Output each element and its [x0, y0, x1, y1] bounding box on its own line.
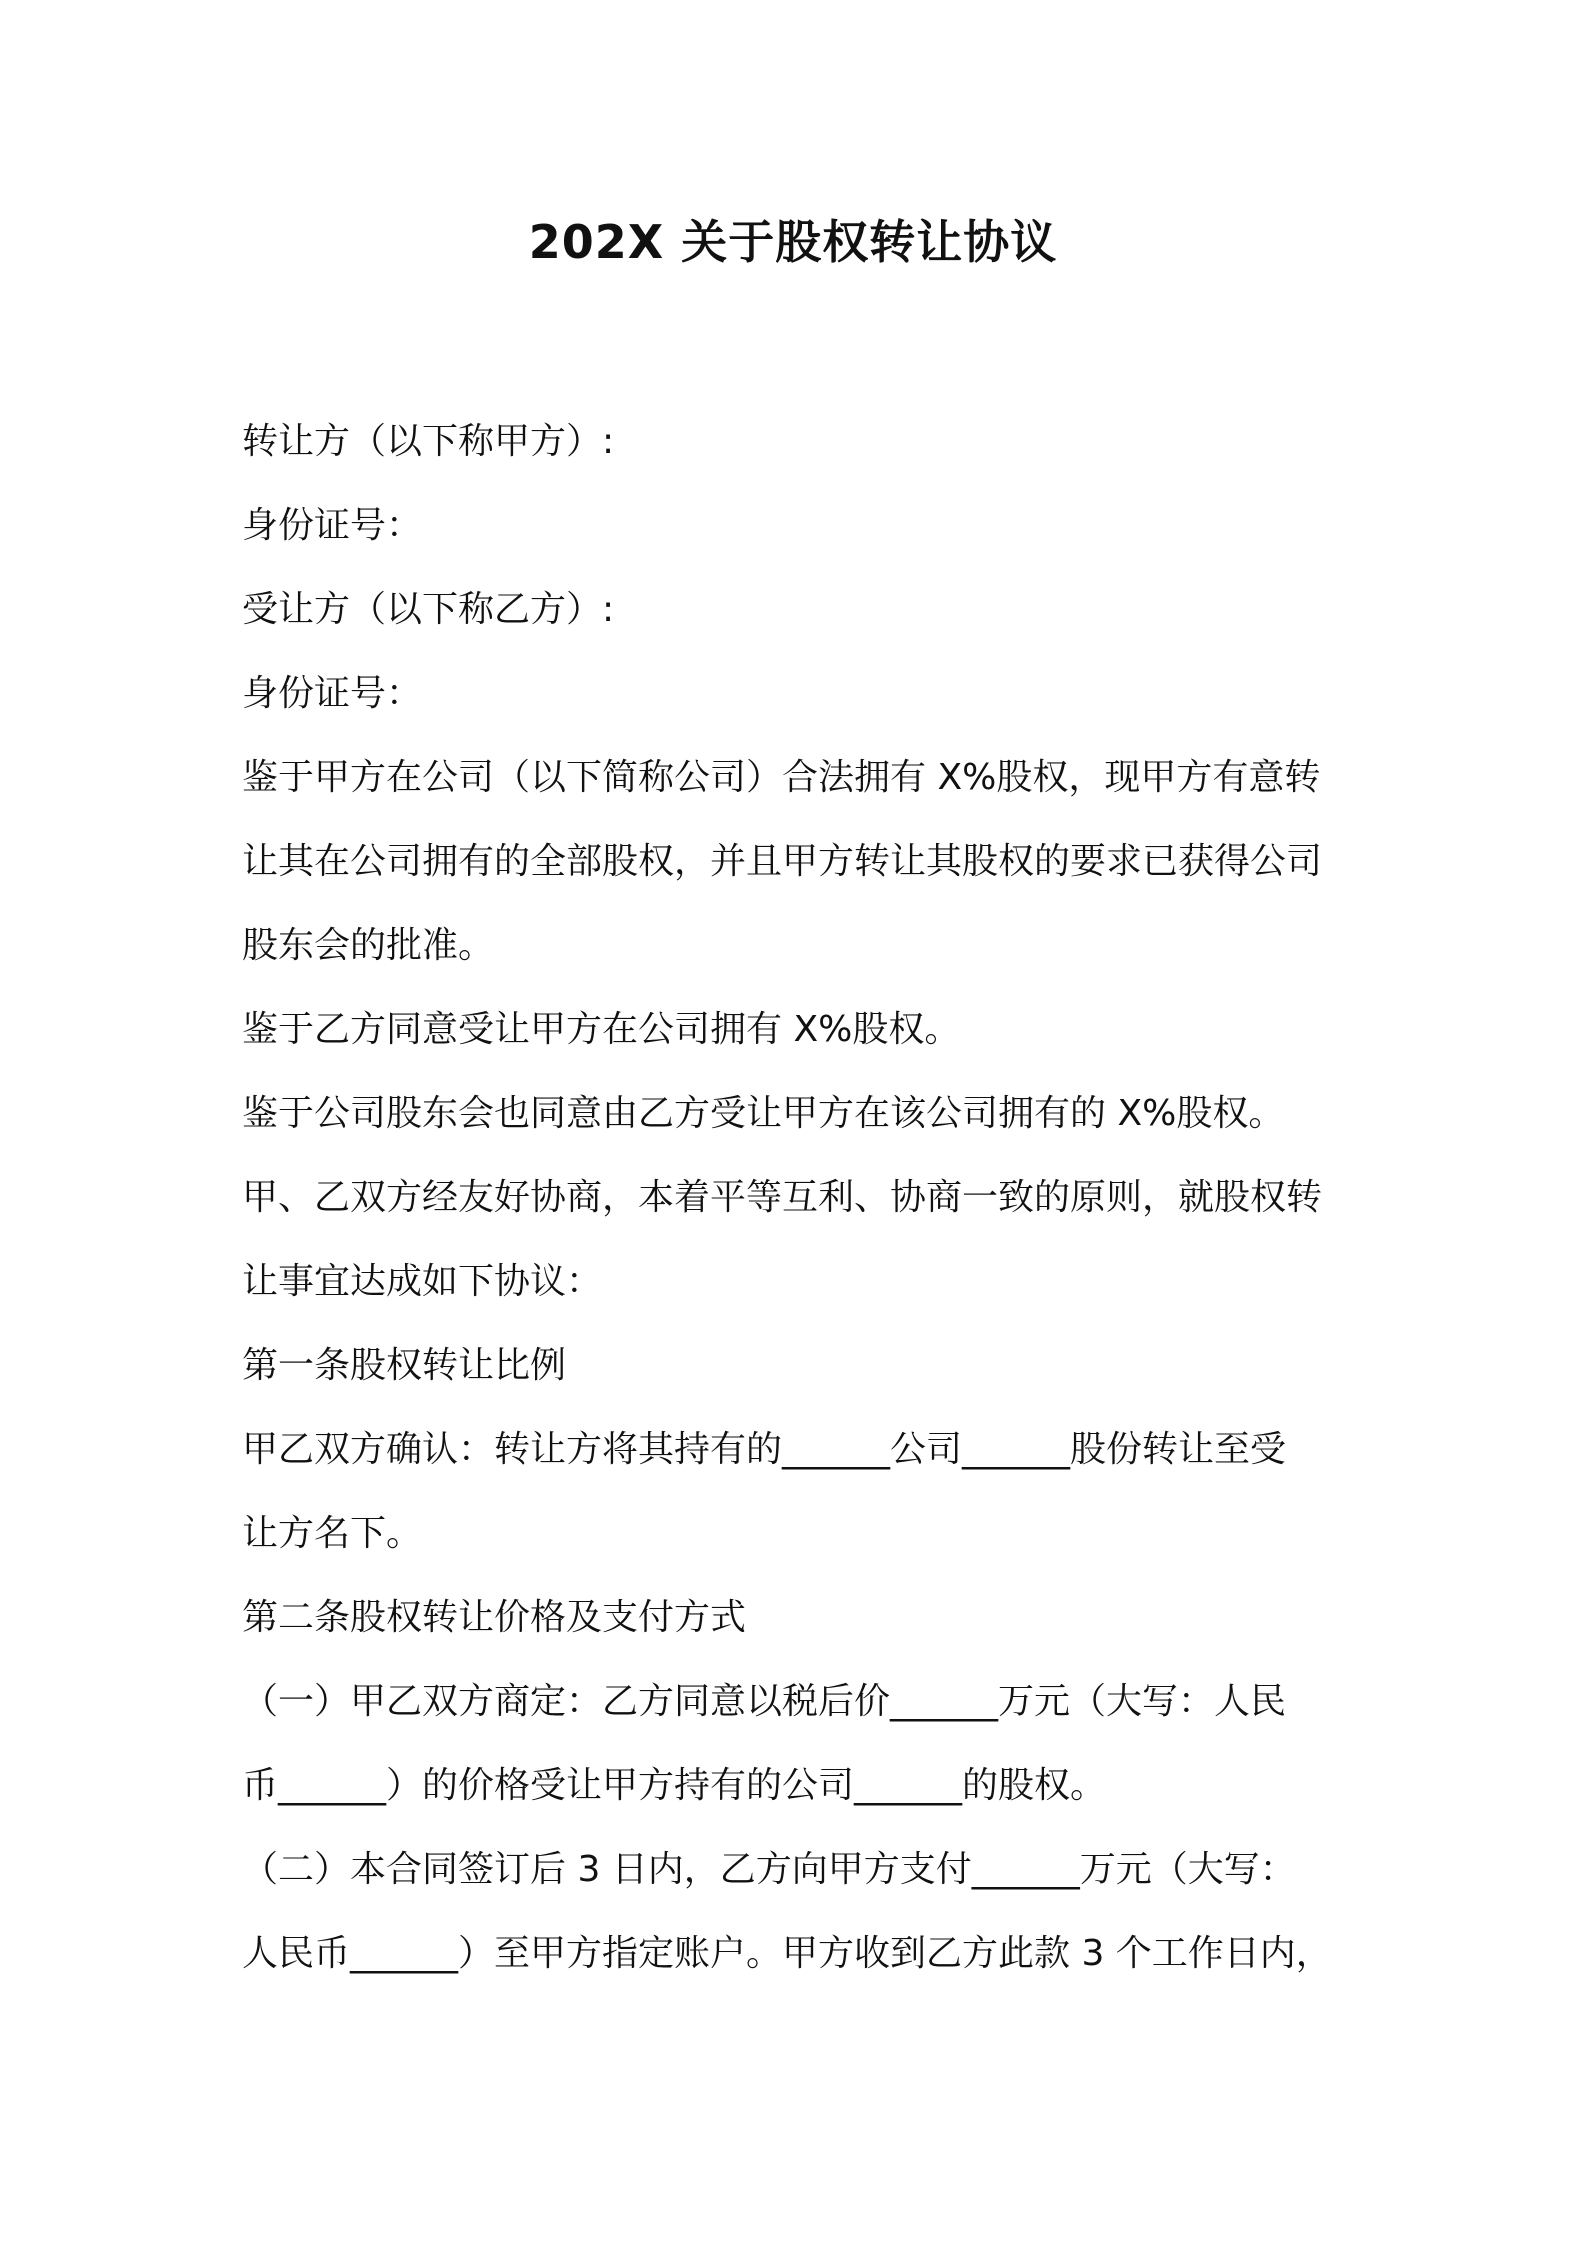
document-body: [242, 400, 1362, 1996]
paragraph-recital-1-line-3: 股东会的批准。: [242, 925, 495, 966]
article-2-clause-1-line-1: （一）甲乙双方商定：乙方同意以税后价______万元（大写：人民: [242, 1681, 1287, 1722]
article-2-clause-2-line-1: （二）本合同签订后 3 日内，乙方向甲方支付______万元（大写：: [242, 1849, 1296, 1890]
paragraph-transferee-id: 身份证号：: [242, 673, 423, 714]
paragraph-recital-1-line-1: 鉴于甲方在公司（以下简称公司）合法拥有 X%股权，现甲方有意转: [242, 757, 1321, 798]
article-1-heading: 第一条股权转让比例: [242, 1345, 567, 1386]
paragraph-agreement-intro-line-2: 让事宜达成如下协议：: [242, 1261, 603, 1302]
article-1-text-line-2: 让方名下。: [242, 1513, 423, 1554]
paragraph-recital-1-line-2: 让其在公司拥有的全部股权，并且甲方转让其股权的要求已获得公司: [242, 841, 1323, 882]
paragraph-transferee: 受让方（以下称乙方）:: [242, 589, 615, 630]
paragraph-recital-3: 鉴于公司股东会也同意由乙方受让甲方在该公司拥有的 X%股权。: [242, 1093, 1285, 1134]
article-2-heading: 第二条股权转让价格及支付方式: [242, 1597, 747, 1638]
article-1-text-line-1: 甲乙双方确认：转让方将其持有的______公司______股份转让至受: [242, 1429, 1287, 1470]
paragraph-agreement-intro-line-1: 甲、乙双方经友好协商，本着平等互利、协商一致的原则，就股权转: [242, 1177, 1323, 1218]
paragraph-recital-2: 鉴于乙方同意受让甲方在公司拥有 X%股权。: [242, 1009, 961, 1050]
paragraph-transferor: 转让方（以下称甲方）:: [242, 421, 615, 462]
article-2-clause-2-line-2: 人民币______）至甲方指定账户。甲方收到乙方此款 3 个工作日内，: [242, 1933, 1332, 1974]
paragraph-transferor-id: 身份证号：: [242, 505, 423, 546]
article-2-clause-1-line-2: 币______）的价格受让甲方持有的公司______的股权。: [242, 1765, 1107, 1806]
document-title: 202X 关于股权转让协议: [528, 215, 1058, 269]
